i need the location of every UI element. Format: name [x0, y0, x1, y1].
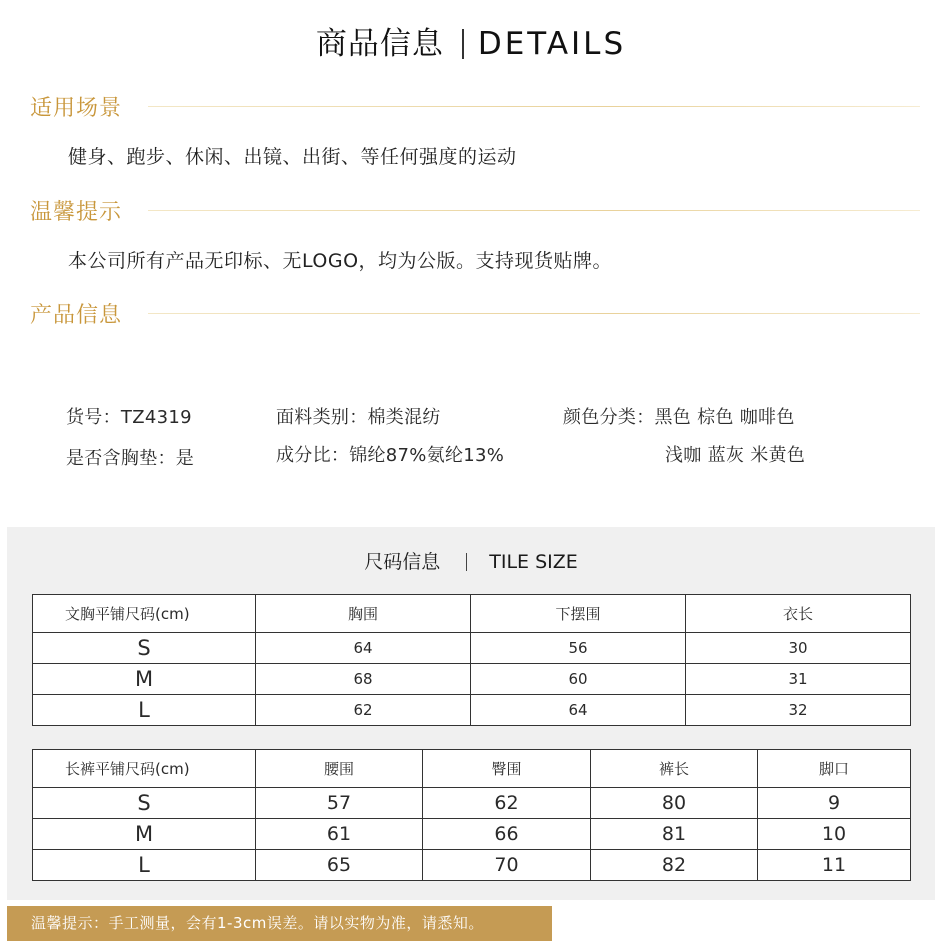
section-scene-text: 健身、跑步、休闲、出镜、出街、等任何强度的运动	[68, 146, 517, 168]
section-divider	[148, 106, 920, 107]
size-label-cell: S	[33, 788, 256, 819]
table-row	[33, 850, 911, 881]
table-cell: 64	[471, 695, 686, 726]
item-number: 货号：TZ4319	[66, 407, 192, 428]
table-header-cell: 腰围	[256, 750, 423, 788]
fabric-type: 面料类别：棉类混纺	[276, 407, 441, 428]
size-title-divider	[466, 553, 467, 571]
section-tips-text: 本公司所有产品无印标、无LOGO，均为公版。支持现货贴牌。	[68, 250, 613, 272]
title-divider	[462, 29, 464, 59]
pants-size-table	[32, 749, 911, 881]
table-cell: 68	[256, 664, 471, 695]
table-header-cell: 胸围	[256, 595, 471, 633]
size-label-cell: L	[33, 695, 256, 726]
table-header-cell: 脚口	[758, 750, 911, 788]
section-product-header	[30, 298, 920, 328]
table-header-cell: 下摆围	[471, 595, 686, 633]
table-cell: 31	[686, 664, 911, 695]
table-cell: 65	[256, 850, 423, 881]
table-header-cell: 文胸平铺尺码(cm)	[33, 595, 256, 633]
size-title-cn: 尺码信息	[364, 551, 441, 573]
size-label-cell: L	[33, 850, 256, 881]
table-cell: 56	[471, 633, 686, 664]
table-row	[33, 788, 911, 819]
table-cell: 10	[758, 819, 911, 850]
size-label-cell: M	[33, 819, 256, 850]
section-tips-label: 温馨提示	[30, 200, 123, 225]
table-row	[33, 695, 911, 726]
section-product-label: 产品信息	[30, 303, 123, 328]
table-header-row	[33, 595, 911, 633]
table-cell: 64	[256, 633, 471, 664]
table-cell: 70	[423, 850, 591, 881]
table-cell: 62	[256, 695, 471, 726]
table-cell: 30	[686, 633, 911, 664]
table-cell: 11	[758, 850, 911, 881]
table-cell: 60	[471, 664, 686, 695]
color-options-line2: 浅咖 蓝灰 米黄色	[665, 445, 806, 466]
table-row	[33, 633, 911, 664]
color-options-line1: 颜色分类：黑色 棕色 咖啡色	[563, 407, 795, 428]
table-header-cell: 长裤平铺尺码(cm)	[33, 750, 256, 788]
page-title-en: DETAILS	[477, 26, 627, 62]
table-header-cell: 裤长	[591, 750, 758, 788]
size-title-en: TILE SIZE	[489, 551, 578, 573]
table-cell: 62	[423, 788, 591, 819]
table-cell: 9	[758, 788, 911, 819]
size-title	[0, 547, 942, 574]
table-cell: 61	[256, 819, 423, 850]
size-label-cell: M	[33, 664, 256, 695]
table-cell: 66	[423, 819, 591, 850]
table-cell: 82	[591, 850, 758, 881]
table-header-row	[33, 750, 911, 788]
section-divider	[148, 313, 920, 314]
table-cell: 32	[686, 695, 911, 726]
page-title	[0, 18, 942, 63]
footnote-banner: 温馨提示：手工测量，会有1-3cm误差。请以实物为准，请悉知。	[7, 906, 552, 941]
page-title-cn: 商品信息	[315, 26, 444, 62]
table-cell: 81	[591, 819, 758, 850]
table-row	[33, 819, 911, 850]
section-tips-header	[30, 195, 920, 225]
section-scene-label: 适用场景	[30, 96, 123, 121]
table-header-cell: 臀围	[423, 750, 591, 788]
bra-size-table	[32, 594, 911, 726]
size-label-cell: S	[33, 633, 256, 664]
table-row	[33, 664, 911, 695]
table-cell: 80	[591, 788, 758, 819]
section-divider	[148, 210, 920, 211]
composition-info: 成分比：锦纶87%氨纶13%	[276, 445, 505, 466]
table-cell: 57	[256, 788, 423, 819]
chest-pad-info: 是否含胸垫：是	[66, 448, 195, 469]
table-header-cell: 衣长	[686, 595, 911, 633]
section-scene-header	[30, 91, 920, 121]
